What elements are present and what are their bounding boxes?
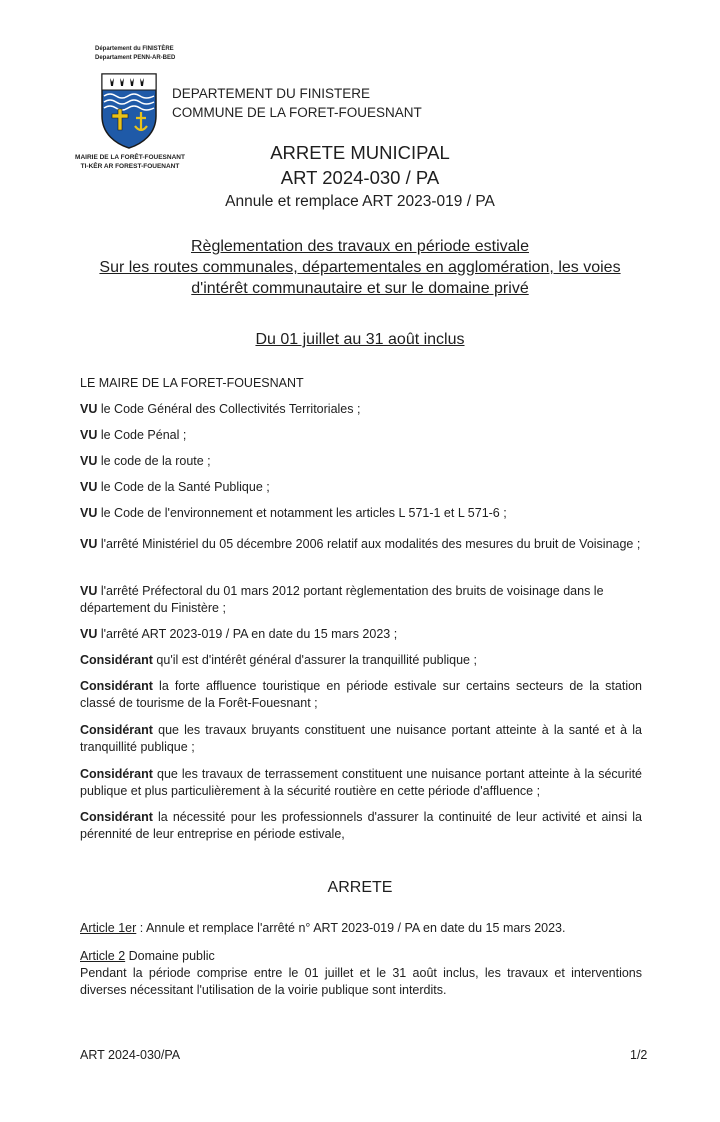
mairie-caption-fr: MAIRIE DE LA FORÊT-FOUESNANT [75, 154, 185, 161]
considerant-text: qu'il est d'intérêt général d'assurer la tranquillité publique ; [152, 653, 477, 667]
mayor-intro: LE MAIRE DE LA FORET-FOUESNANT [80, 376, 304, 390]
vu-item [80, 626, 642, 643]
vu-item [80, 583, 642, 617]
article-2-heading [80, 948, 642, 965]
article-2-label: Article 2 [80, 949, 126, 963]
vu-item [80, 427, 642, 444]
document-subject [0, 236, 720, 299]
vu-text: le code de la route ; [97, 454, 211, 468]
considerant-item [80, 678, 642, 712]
vu-text: le Code Général des Collectivités Territoriales ; [97, 402, 361, 416]
document-reference: ART 2024-030 / PA [280, 167, 440, 188]
department-name: DEPARTEMENT DU FINISTERE [172, 86, 371, 101]
vu-text: le Code Pénal ; [97, 428, 187, 442]
considerant-label: Considérant [80, 810, 153, 824]
vu-text: le Code de la Santé Publique ; [97, 480, 270, 494]
footer-reference: ART 2024-030/PA [80, 1048, 181, 1062]
vu-label: VU [80, 402, 98, 416]
department-caption-br: Departament PENN-AR-BED [95, 55, 176, 61]
vu-label: VU [80, 454, 98, 468]
validity-period: Du 01 juillet au 31 août inclus [255, 331, 465, 348]
considerant-text: la nécessité pour les professionnels d'assurer la continuité de leur activité et ainsi la pérennité de leur entreprise en période estivale, [80, 810, 642, 841]
considerant-text: que les travaux bruyants constituent une nuisance portant atteinte à la santé et à la tranquillité publique ; [80, 723, 642, 754]
page-number: 1/2 [630, 1048, 648, 1062]
subject-line-3: d'intérêt communautaire et sur le domaine privé [191, 280, 529, 297]
vu-label: VU [80, 627, 98, 641]
considerant-label: Considérant [80, 723, 153, 737]
vu-text: l'arrêté Préfectoral du 01 mars 2012 portant règlementation des bruits de voisinage dans le département du Finistère ; [80, 584, 604, 615]
vu-text: l'arrêté Ministériel du 05 décembre 2006 relatif aux modalités des mesures du bruit de Voisinage ; [97, 537, 641, 551]
vu-item [80, 531, 642, 557]
vu-item [80, 479, 642, 496]
considerant-item [80, 652, 642, 669]
article-1-label: Article 1er [80, 921, 137, 935]
document-title: ARRETE MUNICIPAL [270, 142, 450, 163]
considerant-label: Considérant [80, 767, 153, 781]
article-1 [80, 920, 642, 937]
department-caption-fr: Département du FINISTÈRE [95, 46, 174, 52]
article-1-text: : Annule et remplace l'arrêté n° ART 2023-019 / PA en date du 15 mars 2023. [136, 921, 566, 935]
vu-item [80, 453, 642, 470]
vu-label: VU [80, 584, 98, 598]
issuer-heading [172, 84, 422, 122]
considerant-label: Considérant [80, 679, 153, 693]
considerant-text: que les travaux de terrassement constituent une nuisance portant atteinte à la sécurité publique et plus particulièrement à la sécurité routière en cette période d'affluence ; [80, 767, 642, 798]
commune-name: COMMUNE DE LA FORET-FOUESNANT [172, 105, 422, 120]
department-caption [95, 45, 175, 63]
vu-text: le Code de l'environnement et notamment les articles L 571-1 et L 571-6 ; [97, 506, 507, 520]
considerant-item [80, 809, 642, 843]
subject-line-2: Sur les routes communales, départementales en agglomération, les voies [99, 259, 621, 276]
vu-label: VU [80, 428, 98, 442]
vu-label: VU [80, 480, 98, 494]
vu-label: VU [80, 537, 98, 551]
considerant-label: Considérant [80, 653, 153, 667]
article-2-text: Pendant la période comprise entre le 01 juillet et le 31 août inclus, les travaux et interventions diverses nécessitant l'utilisation de la voirie publique sont interdits. [80, 966, 642, 997]
vu-text: l'arrêté ART 2023-019 / PA en date du 15 mars 2023 ; [97, 627, 398, 641]
coat-of-arms-logo [100, 72, 158, 150]
vu-item [80, 401, 642, 418]
subject-line-1: Règlementation des travaux en période estivale [191, 238, 529, 255]
vu-item [80, 505, 642, 522]
mairie-caption-br: TI-KÊR AR FOREST-FOUENANT [80, 163, 180, 170]
considerant-text: la forte affluence touristique en période estivale sur certains secteurs de la station classé de tourisme de la Forêt-Fouesnant ; [80, 679, 642, 710]
article-2-title: Domaine public [125, 949, 215, 963]
vu-label: VU [80, 506, 98, 520]
considerant-item [80, 766, 642, 800]
arrete-heading: ARRETE [327, 879, 393, 896]
document-replaces: Annule et remplace ART 2023-019 / PA [225, 193, 495, 210]
considerant-item [80, 722, 642, 756]
